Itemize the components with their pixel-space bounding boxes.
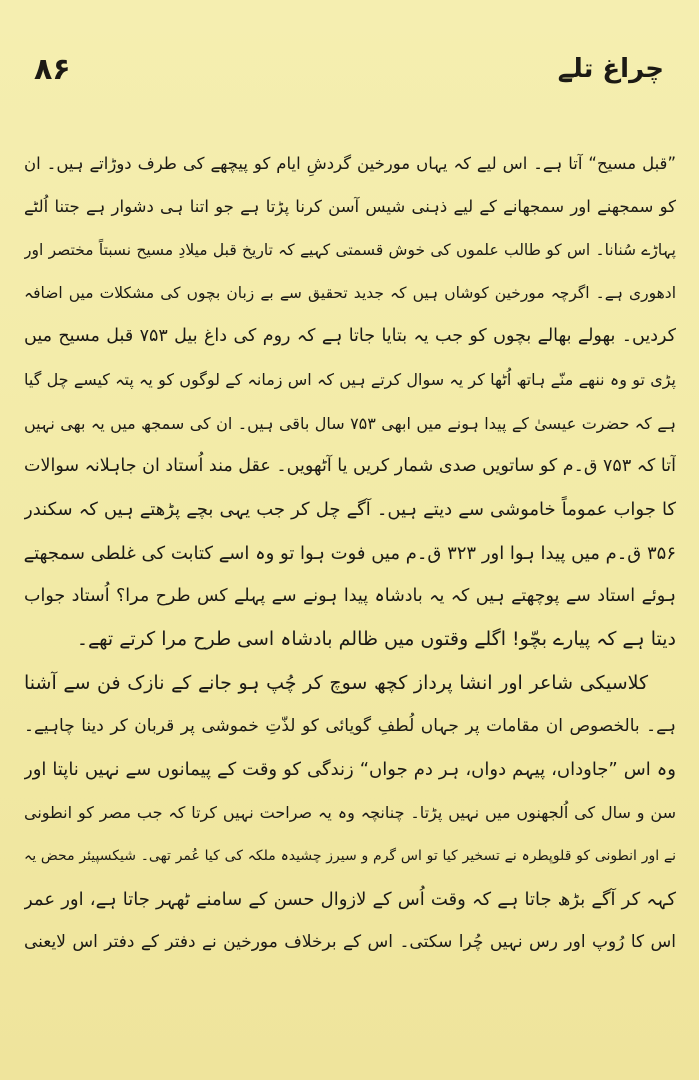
text-line: ہوئے استاد سے پوچھتے ہیں کہ یہ بادشاہ پیدا ہونے سے پہلے کس طرح مرا؟ اُستاد جواب bbox=[24, 585, 676, 606]
text-line: ”قبل مسیح“ آتا ہے۔ اس لیے کہ یہاں مورخین گردشِ ایام کو پیچھے کی طرف دوڑاتے ہیں۔ ان bbox=[24, 154, 676, 173]
body-text bbox=[24, 142, 676, 1052]
text-line: سن و سال کی اُلجھنوں میں نہیں پڑتا۔ چنانچہ وہ یہ صراحت نہیں کرتا کہ جب مصر کو انطونی bbox=[24, 803, 676, 823]
running-head-title: چراغ تلے bbox=[557, 54, 664, 84]
text-line: پہاڑے سُنانا۔ اس کو طالب علموں کی خوش قسمتی کہیے کہ تاریخ قبل میلادِ مسیح نسبتاً مختصر اور bbox=[24, 240, 676, 259]
text-line: وہ اس ”جاوداں، پیہم دواں، ہر دم جواں“ زندگی کو وقت کے پیمانوں سے نہیں ناپتا اور bbox=[24, 759, 676, 781]
page-number: ۸۶ bbox=[34, 52, 71, 87]
text-line: پڑی تو وہ ننھے منّے ہاتھ اُٹھا کر یہ سوال کرتے ہیں کہ اس زمانہ کے لوگوں کو یہ پتہ کیسے چل گیا bbox=[24, 370, 676, 390]
text-line: آتا کہ ۷۵۳ ق۔م کو ساتویں صدی شمار کریں یا آٹھویں۔ عقل مند اُستاد ان جاہلانہ سوالات bbox=[24, 456, 676, 477]
text-line: کہہ کر آگے بڑھ جاتا ہے کہ وقت اُس کے لازوال حسن کے سامنے ٹھہر جاتا ہے، اور عمر bbox=[24, 889, 676, 911]
page-header bbox=[34, 52, 664, 100]
text-line-paragraph-end: دیتا ہے کہ پیارے بچّو! اگلے وقتوں میں ظالم بادشاہ اسی طرح مرا کرتے تھے۔ bbox=[76, 628, 676, 651]
text-line: ۳۵۶ ق۔م میں پیدا ہوا اور ۳۲۳ ق۔م میں فوت ہوا تو وہ اسے کتابت کی غلطی سمجھتے bbox=[24, 542, 676, 564]
text-line: کردیں۔ بھولے بھالے بچوں کو جب یہ بتایا جاتا ہے کہ روم کی داغ بیل ۷۵۳ قبل مسیح میں bbox=[24, 326, 676, 347]
text-line: نے اور انطونی کو قلوپطرہ نے تسخیر کیا تو اس گرم و سیرز چشیدہ ملکہ کی کیا عُمر تھی۔ شیکسپیئر محض یہ bbox=[24, 847, 676, 864]
text-line: اس کا رُوپ اور رس نہیں چُرا سکتی۔ اس کے برخلاف مورخین نے دفتر کے دفتر اس لایعنی bbox=[24, 932, 676, 953]
text-line: ادھوری ہے۔ اگرچہ مورخین کوشاں ہیں کہ جدید تحقیق سے بے زبان بچوں کی مشکلات میں اضافہ bbox=[24, 283, 676, 302]
text-line: ہے کہ حضرت عیسیٰ کے پیدا ہونے میں ابھی ۷۵۳ سال باقی ہیں۔ ان کی سمجھ میں یہ بھی نہیں bbox=[24, 413, 676, 433]
text-line: کا جواب عموماً خاموشی سے دیتے ہیں۔ آگے چل کر جب یہی بچے پڑھتے ہیں کہ سکندر bbox=[24, 499, 676, 521]
text-line: ہے۔ بالخصوص ان مقامات پر جہاں لُطفِ گویائی کو لذّتِ خموشی پر قربان کر دینا چاہیے۔ bbox=[24, 715, 676, 736]
text-line-paragraph-start: کلاسیکی شاعر اور انشا پرداز کچھ سوچ کر چُپ ہو جانے کے نازک فن سے آشنا bbox=[24, 671, 648, 694]
text-line: کو سمجھنے اور سمجھانے کے لیے ذہنی شیس آسن کرنا پڑتا ہے جو اتنا ہی دشوار ہے جتنا اُلٹے bbox=[24, 197, 676, 217]
